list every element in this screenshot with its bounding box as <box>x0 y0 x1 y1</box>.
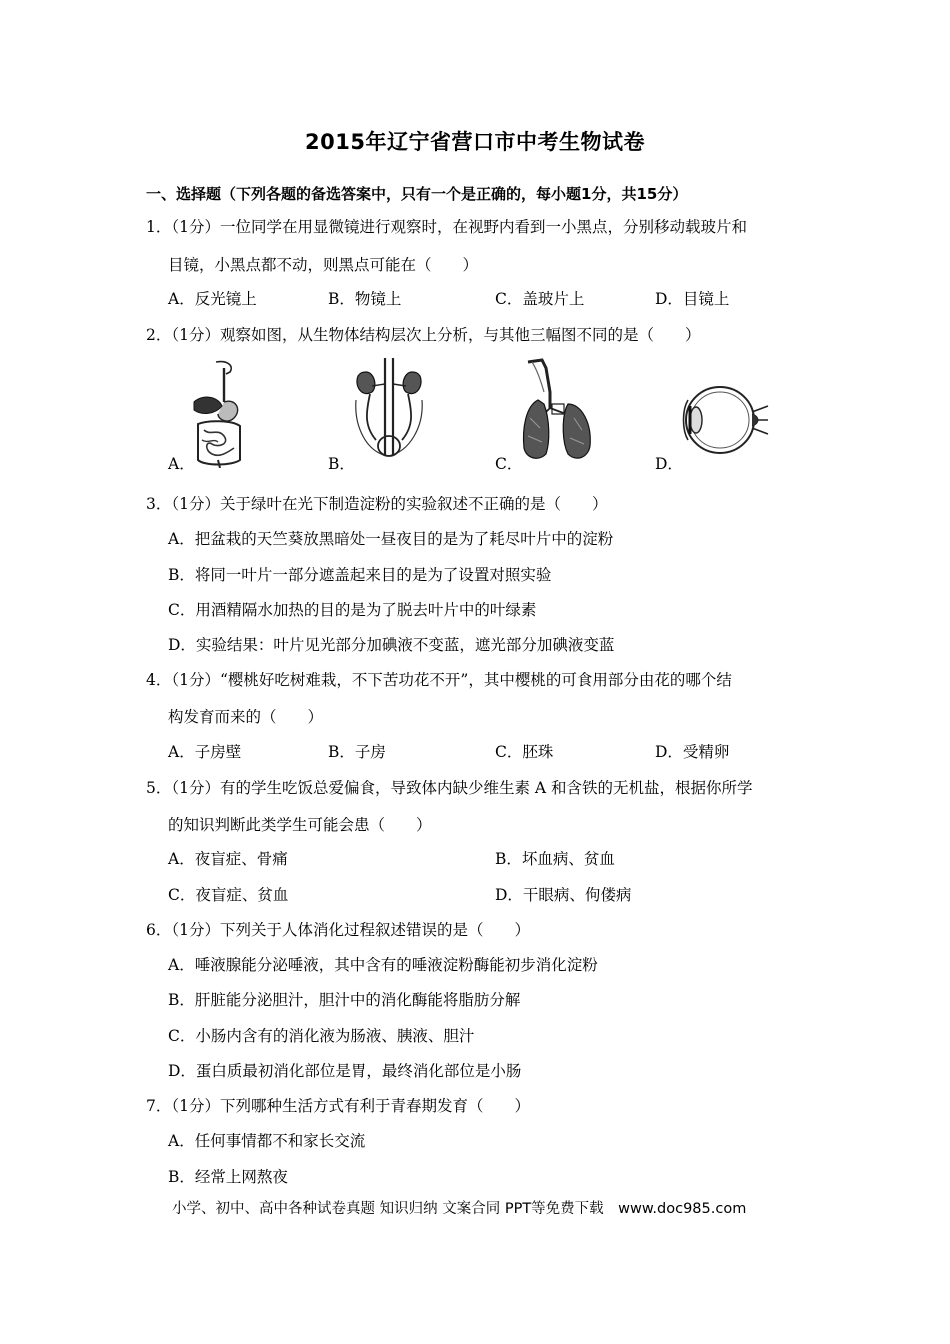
page-title: 2015年辽宁省营口市中考生物试卷 <box>305 130 645 154</box>
q5-option-a: A．夜盲症、骨痛 <box>168 850 288 868</box>
q4-option-a: A．子房壁 <box>168 743 242 761</box>
footer-banner: 小学、初中、高中各种试卷真题 知识归纳 文案合同 PPT等免费下载 www.doc985.com <box>172 1201 747 1217</box>
digestive-system-icon <box>188 358 250 468</box>
eye-icon <box>678 382 770 458</box>
urinary-system-icon <box>352 356 426 466</box>
q1-option-a: A．反光镜上 <box>168 290 257 308</box>
q3-stem: 3．（1分）关于绿叶在光下制造淀粉的实验叙述不正确的是（ ） <box>146 495 608 513</box>
q2-option-c: C． <box>495 455 523 473</box>
q6-stem: 6．（1分）下列关于人体消化过程叙述错误的是（ ） <box>146 921 530 939</box>
q3-option-b: B．将同一叶片一部分遮盖起来目的是为了设置对照实验 <box>168 566 552 584</box>
q5-stem-cont: 的知识判断此类学生可能会患（ ） <box>168 816 432 834</box>
q2-stem: 2．（1分）观察如图，从生物体结构层次上分析，与其他三幅图不同的是（ ） <box>146 326 701 344</box>
q1-stem-cont: 目镜，小黑点都不动，则黑点可能在（ ） <box>168 256 479 274</box>
q1-option-b: B．物镜上 <box>328 290 402 308</box>
respiratory-system-icon <box>520 358 594 468</box>
q2-option-d: D． <box>655 455 683 473</box>
q5-option-b: B．坏血病、贫血 <box>495 850 615 868</box>
q1-option-c: C．盖玻片上 <box>495 290 585 308</box>
q6-option-c: C．小肠内含有的消化液为肠液、胰液、胆汁 <box>168 1027 475 1045</box>
q6-option-a: A．唾液腺能分泌唾液，其中含有的唾液淀粉酶能初步消化淀粉 <box>168 956 598 974</box>
q2-option-b: B． <box>328 455 355 473</box>
q7-option-a: A．任何事情都不和家长交流 <box>168 1132 366 1150</box>
q4-option-c: C．胚珠 <box>495 743 554 761</box>
section-heading: 一、选择题（下列各题的备选答案中，只有一个是正确的，每小题1分，共15分） <box>146 185 688 203</box>
q3-option-c: C．用酒精隔水加热的目的是为了脱去叶片中的叶绿素 <box>168 601 537 619</box>
q4-stem-cont: 构发育而来的（ ） <box>168 708 324 726</box>
q7-stem: 7．（1分）下列哪种生活方式有利于青春期发育（ ） <box>146 1097 530 1115</box>
q2-option-a: A． <box>168 455 195 473</box>
q6-option-d: D．蛋白质最初消化部位是胃，最终消化部位是小肠 <box>168 1062 522 1080</box>
q5-stem: 5．（1分）有的学生吃饭总爱偏食，导致体内缺少维生素 A 和含铁的无机盐，根据你所学 <box>146 779 753 797</box>
q5-option-d: D．干眼病、佝偻病 <box>495 886 632 904</box>
q5-option-c: C．夜盲症、贫血 <box>168 886 289 904</box>
q7-option-b: B．经常上网熬夜 <box>168 1168 288 1186</box>
q3-option-a: A．把盆栽的天竺葵放黑暗处一昼夜目的是为了耗尽叶片中的淀粉 <box>168 530 614 548</box>
q1-option-d: D．目镜上 <box>655 290 730 308</box>
q4-option-b: B．子房 <box>328 743 386 761</box>
q4-option-d: D．受精卵 <box>655 743 730 761</box>
q1-stem: 1．（1分）一位同学在用显微镜进行观察时，在视野内看到一小黑点，分别移动载玻片和 <box>146 218 747 236</box>
q4-stem: 4．（1分）“樱桃好吃树难栽，不下苦功花不开”，其中樱桃的可食用部分由花的哪个结 <box>146 671 732 689</box>
q6-option-b: B．肝脏能分泌胆汁，胆汁中的消化酶能将脂肪分解 <box>168 991 521 1009</box>
q3-option-d: D．实验结果：叶片见光部分加碘液不变蓝，遮光部分加碘液变蓝 <box>168 636 615 654</box>
